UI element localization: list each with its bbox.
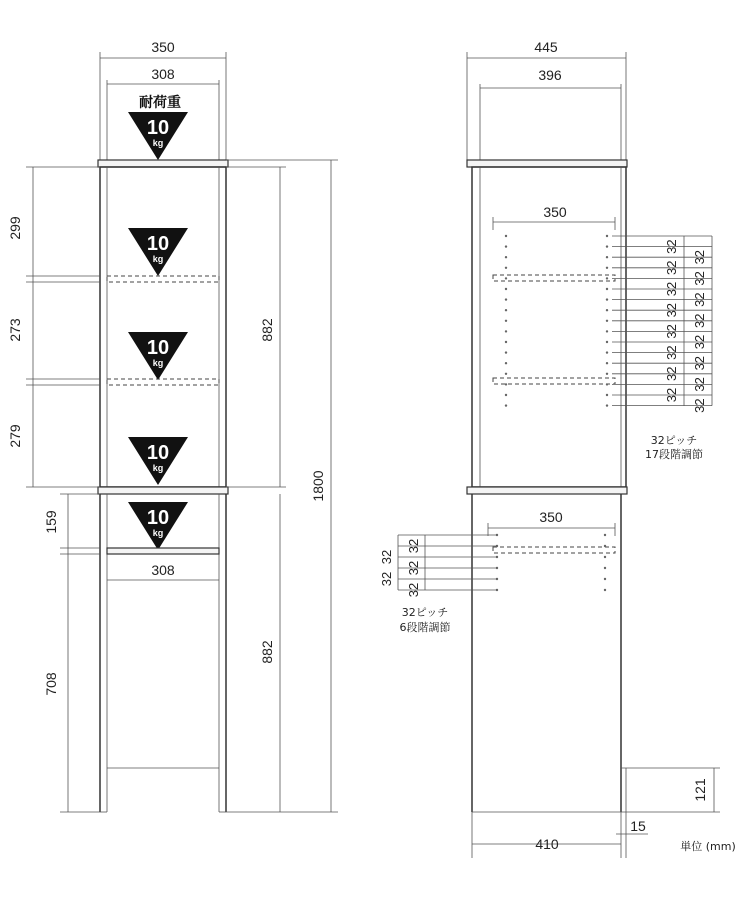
pin-hole (505, 277, 507, 279)
lower-pitch-note-1: 32ピッチ (401, 606, 449, 619)
pin-hole (606, 373, 608, 375)
upper-pitch-note-2: 17段階調節 (645, 448, 703, 461)
upper-pitch-label: 32 (692, 249, 707, 265)
pin-hole (606, 245, 608, 247)
shelf-height-3: 279 (7, 424, 23, 448)
front-view (7, 39, 338, 812)
svg-text:10: 10 (146, 233, 170, 255)
pin-hole (604, 578, 606, 580)
pin-hole (606, 256, 608, 258)
upper-pitch-label: 32 (692, 334, 707, 350)
svg-text:10: 10 (146, 117, 170, 139)
upper-pitch-label: 32 (664, 345, 679, 360)
pin-hole (505, 298, 507, 300)
pin-hole (606, 320, 608, 322)
svg-text:10: 10 (146, 337, 170, 359)
svg-text:kg: kg (152, 463, 164, 473)
svg-text:kg: kg (152, 254, 164, 264)
lower-height: 882 (259, 640, 275, 664)
upper-pitch-label: 32 (692, 355, 707, 371)
lower-shelf-height: 159 (43, 510, 59, 534)
pin-hole (505, 351, 507, 353)
pin-hole (606, 235, 608, 237)
svg-text:kg: kg (152, 138, 164, 148)
upper-pitch-label: 32 (692, 292, 707, 307)
pin-hole (505, 267, 507, 269)
lower-pitch-label: 32 (379, 549, 394, 565)
upper-pitch-label: 32 (664, 260, 679, 276)
lower-pitch-label: 32 (406, 582, 421, 598)
pin-hole (606, 267, 608, 269)
side-depth-inner: 396 (538, 67, 562, 83)
shelf-height-1: 299 (7, 216, 23, 240)
load-capacity-label: 耐荷重 (139, 95, 181, 111)
pin-hole (606, 351, 608, 353)
front-width-outer: 350 (151, 39, 175, 55)
pin-hole (606, 309, 608, 311)
pin-hole (606, 383, 608, 385)
front-width-inner: 308 (151, 66, 175, 82)
pin-hole (505, 245, 507, 247)
pin-hole (604, 567, 606, 569)
pin-hole (505, 235, 507, 237)
pin-hole (505, 404, 507, 406)
pin-hole (505, 383, 507, 385)
svg-text:kg: kg (152, 358, 164, 368)
pin-hole (606, 277, 608, 279)
upper-pitch-label: 32 (664, 324, 679, 339)
pin-hole (606, 341, 608, 343)
side-depth-outer: 445 (534, 39, 558, 55)
svg-text:10: 10 (146, 507, 170, 529)
upper-pitch-label: 32 (692, 398, 707, 413)
base-height: 121 (692, 778, 708, 802)
upper-pitch-note-1: 32ピッチ (650, 434, 698, 447)
load-triangle-shelf-3 (128, 437, 188, 485)
bottom-depth: 410 (535, 836, 559, 852)
upper-pitch-label: 32 (664, 366, 679, 382)
upper-pitch-label: 32 (692, 313, 707, 329)
pin-hole (505, 320, 507, 322)
load-triangle-top (128, 112, 188, 160)
load-triangle-lower (128, 502, 188, 550)
pin-hole (604, 589, 606, 591)
lower-pitch-note-2: 6段階調節 (399, 621, 451, 634)
lower-pitch-label: 32 (406, 560, 421, 576)
lower-pitch-ladder (379, 535, 497, 597)
pin-hole (606, 362, 608, 364)
bottom-offset: 15 (630, 818, 646, 834)
svg-text:kg: kg (152, 528, 164, 538)
lower-pitch-label: 32 (406, 538, 421, 554)
upper-pitch-ladder (612, 236, 712, 413)
upper-pitch-label: 32 (664, 302, 679, 318)
pin-hole (606, 394, 608, 396)
pin-hole (604, 534, 606, 536)
pin-hole (606, 298, 608, 300)
pin-hole (505, 288, 507, 290)
upper-height: 882 (259, 318, 275, 342)
load-triangle-shelf-1 (128, 228, 188, 276)
side-upper-shelf-depth: 350 (543, 204, 567, 220)
shelf-pin-holes (496, 235, 608, 591)
total-height: 1800 (310, 470, 326, 502)
pin-hole (604, 556, 606, 558)
pin-hole (606, 288, 608, 290)
pin-hole (505, 394, 507, 396)
upper-pitch-label: 32 (664, 387, 679, 403)
pin-hole (606, 404, 608, 406)
shelf-height-2: 273 (7, 318, 23, 342)
pin-hole (505, 373, 507, 375)
upper-pitch-label: 32 (692, 271, 707, 286)
pin-hole (505, 330, 507, 332)
pin-hole (606, 330, 608, 332)
upper-pitch-label: 32 (692, 377, 707, 392)
pin-hole (505, 341, 507, 343)
front-lower-shelf-width: 308 (151, 562, 175, 578)
pin-hole (505, 256, 507, 258)
lower-open-height: 708 (43, 672, 59, 696)
upper-pitch-label: 32 (664, 239, 679, 254)
lower-pitch-label: 32 (379, 571, 394, 587)
side-view (379, 39, 736, 858)
pin-hole (505, 309, 507, 311)
pin-hole (505, 362, 507, 364)
upper-pitch-label: 32 (664, 281, 679, 297)
pin-hole (604, 545, 606, 547)
load-triangle-shelf-2 (128, 332, 188, 380)
svg-text:10: 10 (146, 442, 170, 464)
side-lower-shelf-depth: 350 (539, 509, 563, 525)
unit-label: 単位 (mm) (680, 840, 736, 853)
